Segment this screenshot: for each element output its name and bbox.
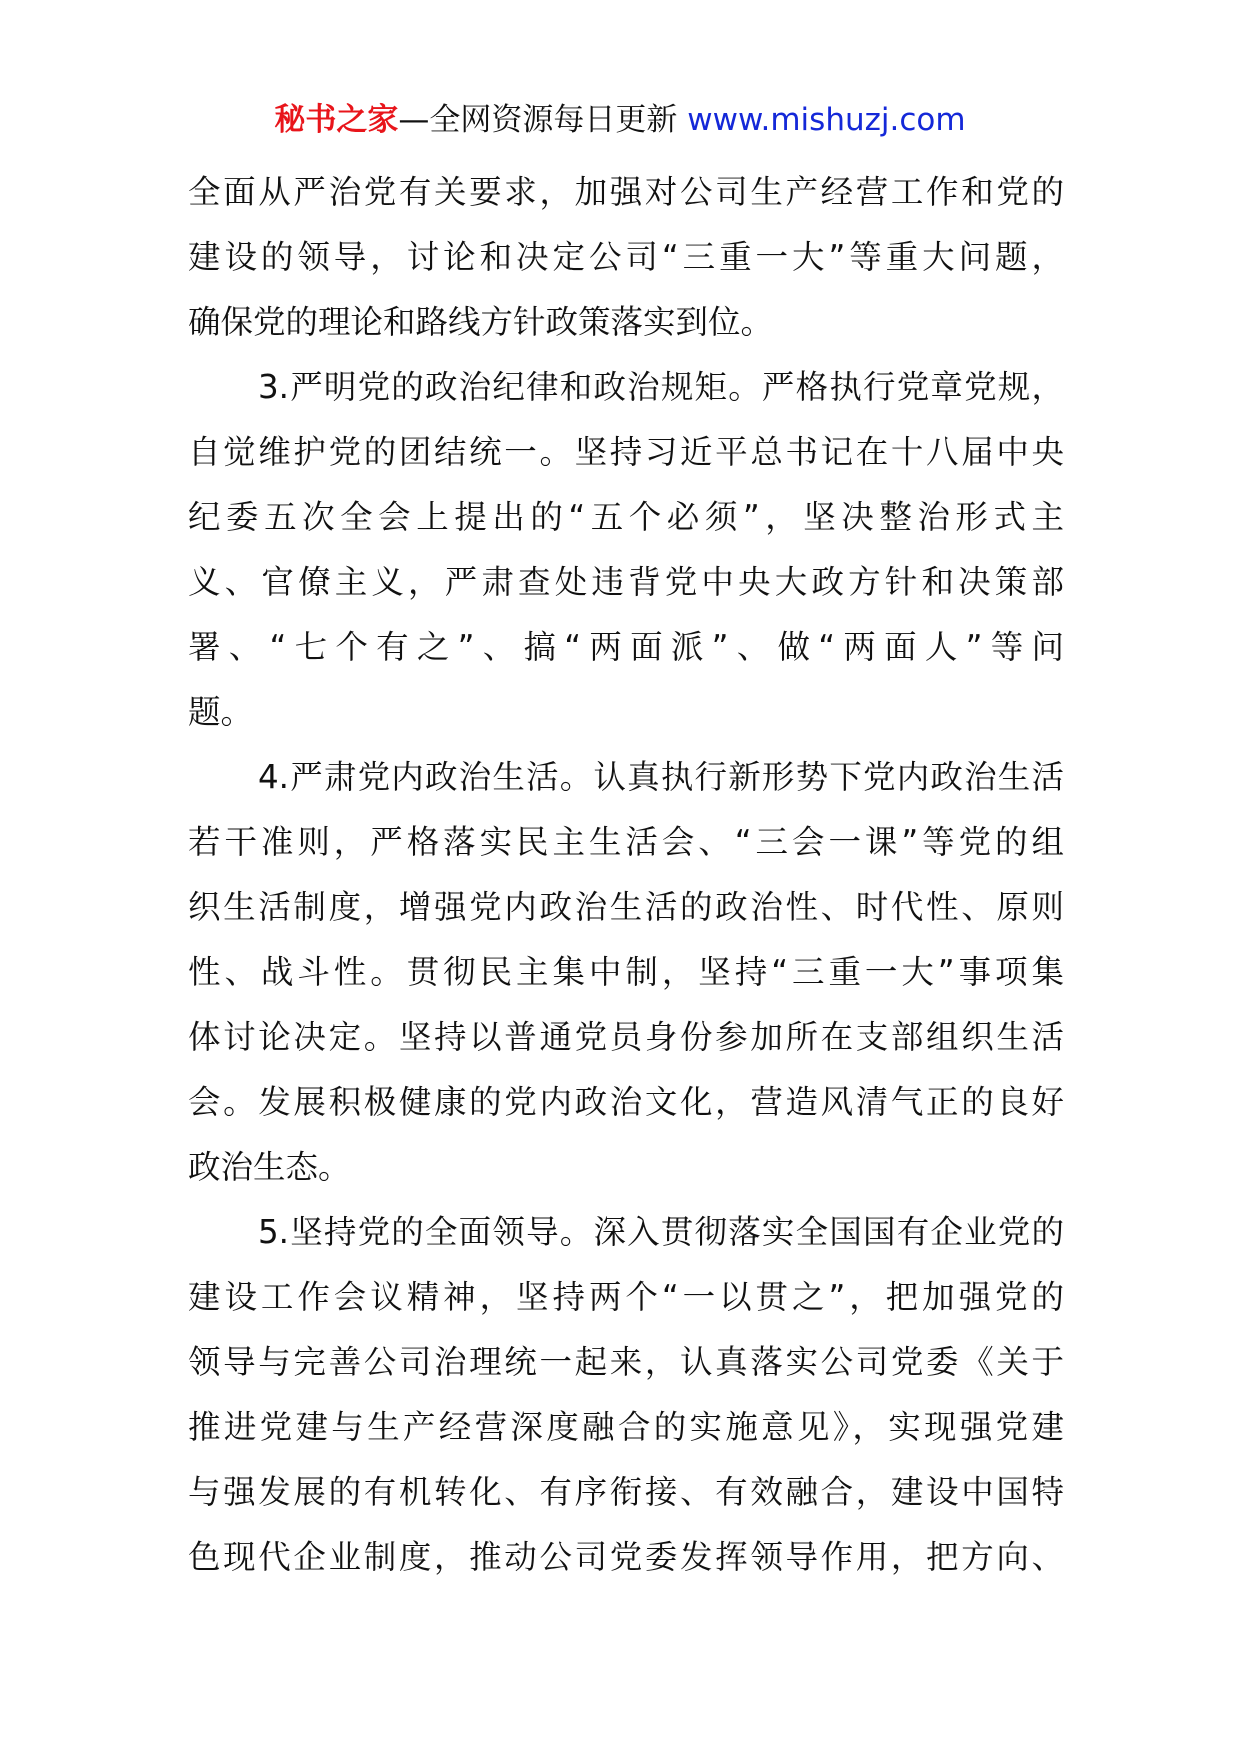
body-text-line: 推进党建与生产经营深度融合的实施意见》，实现强党建 bbox=[188, 1408, 1064, 1446]
body-text-line: 政治生态。 bbox=[188, 1148, 351, 1186]
body-text-line: 纪委五次全会上提出的“五个必须”，坚决整治形式主 bbox=[188, 498, 1064, 536]
body-text-line: 署、“七个有之”、搞“两面派”、做“两面人”等问 bbox=[188, 628, 1064, 666]
body-text-line: 3.严明党的政治纪律和政治规矩。严格执行党章党规， bbox=[258, 368, 1064, 406]
body-text-line: 若干准则，严格落实民主生活会、“三会一课”等党的组 bbox=[188, 823, 1064, 861]
site-url-link[interactable]: www.mishuzj.com bbox=[687, 102, 966, 138]
body-text-line: 建设工作会议精神，坚持两个“一以贯之”，把加强党的 bbox=[188, 1278, 1064, 1316]
body-text-line: 体讨论决定。坚持以普通党员身份参加所在支部组织生活 bbox=[188, 1018, 1064, 1056]
body-text-line: 会。发展积极健康的党内政治文化，营造风清气正的良好 bbox=[188, 1083, 1064, 1121]
page-header bbox=[0, 100, 1240, 140]
body-text-line: 织生活制度，增强党内政治生活的政治性、时代性、原则 bbox=[188, 888, 1064, 926]
body-text-line: 自觉维护党的团结统一。坚持习近平总书记在十八届中央 bbox=[188, 433, 1064, 471]
body-text-line: 全面从严治党有关要求，加强对公司生产经营工作和党的 bbox=[188, 173, 1064, 211]
body-text-line: 色现代企业制度，推动公司党委发挥领导作用，把方向、 bbox=[188, 1538, 1064, 1576]
body-text-line: 义、官僚主义，严肃查处违背党中央大政方针和决策部 bbox=[188, 563, 1064, 601]
document-body bbox=[188, 160, 1064, 1590]
body-text-line: 领导与完善公司治理统一起来，认真落实公司党委《关于 bbox=[188, 1343, 1064, 1381]
body-text-line: 确保党的理论和路线方针政策落实到位。 bbox=[188, 303, 774, 341]
site-tagline: —全网资源每日更新 bbox=[398, 102, 688, 138]
body-text-line: 题。 bbox=[188, 693, 254, 731]
body-text-line: 5.坚持党的全面领导。深入贯彻落实全国国有企业党的 bbox=[258, 1213, 1064, 1251]
body-text-line: 性、战斗性。贯彻民主集中制，坚持“三重一大”事项集 bbox=[188, 953, 1064, 991]
body-text-line: 建设的领导，讨论和决定公司“三重一大”等重大问题， bbox=[188, 238, 1064, 276]
body-text-line: 与强发展的有机转化、有序衔接、有效融合，建设中国特 bbox=[188, 1473, 1064, 1511]
body-text-line: 4.严肃党内政治生活。认真执行新形势下党内政治生活 bbox=[258, 758, 1064, 796]
site-brand: 秘书之家 bbox=[274, 102, 399, 138]
